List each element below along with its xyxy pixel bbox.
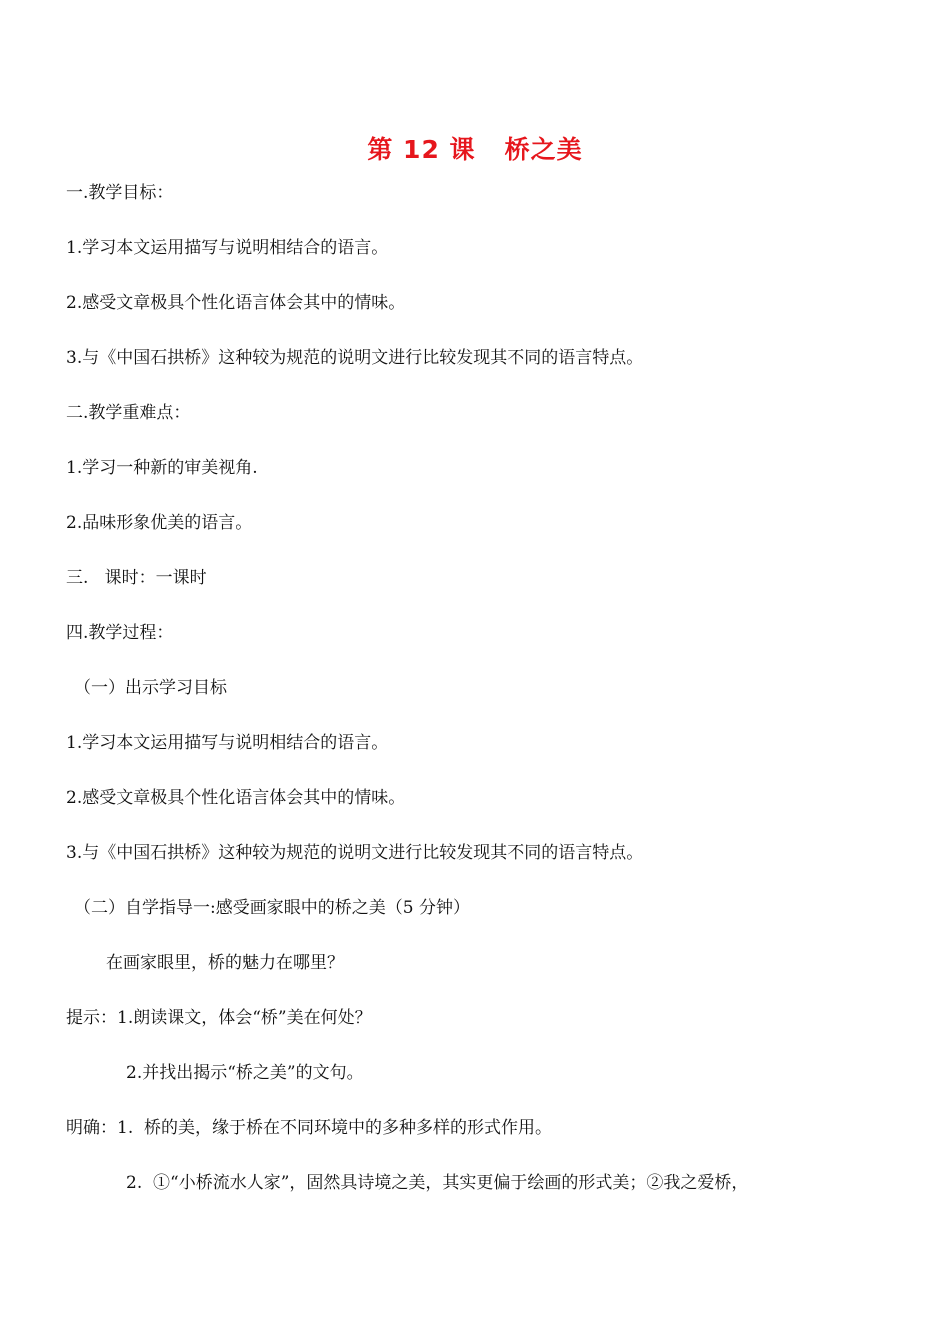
key-point-item: 2.品味形象优美的语言。 — [66, 513, 253, 533]
learning-goal-item: 3.与《中国石拱桥》这种较为规范的说明文进行比较发现其不同的语言特点。 — [66, 843, 644, 863]
learning-goal-item: 2.感受文章极具个性化语言体会其中的情味。 — [66, 788, 406, 808]
answer-item: 2. ①“小桥流水人家”，固然具诗境之美，其实更偏于绘画的形式美；②我之爱桥， — [126, 1173, 749, 1193]
lesson-title: 第 12 课 桥之美 — [367, 135, 583, 164]
objective-item: 2.感受文章极具个性化语言体会其中的情味。 — [66, 293, 406, 313]
section-heading-objectives: 一.教学目标： — [66, 183, 174, 203]
key-point-item: 1.学习一种新的审美视角. — [66, 458, 258, 478]
hint-item: 2.并找出揭示“桥之美”的文句。 — [126, 1063, 364, 1083]
question-text: 在画家眼里，桥的魅力在哪里？ — [106, 953, 344, 973]
subsection-heading: （一）出示学习目标 — [74, 678, 227, 698]
objective-item: 1.学习本文运用描写与说明相结合的语言。 — [66, 238, 389, 258]
answer-item: 明确：1. 桥的美，缘于桥在不同环境中的多种多样的形式作用。 — [66, 1118, 553, 1138]
section-heading-class-hours: 三. 课时：一课时 — [66, 568, 207, 588]
subsection-heading: （二）自学指导一:感受画家眼中的桥之美（5 分钟） — [74, 898, 470, 918]
objective-item: 3.与《中国石拱桥》这种较为规范的说明文进行比较发现其不同的语言特点。 — [66, 348, 644, 368]
section-heading-process: 四.教学过程： — [66, 623, 174, 643]
hint-item: 提示：1.朗读课文，体会“桥”美在何处？ — [66, 1008, 372, 1028]
learning-goal-item: 1.学习本文运用描写与说明相结合的语言。 — [66, 733, 389, 753]
section-heading-key-points: 二.教学重难点： — [66, 403, 191, 423]
